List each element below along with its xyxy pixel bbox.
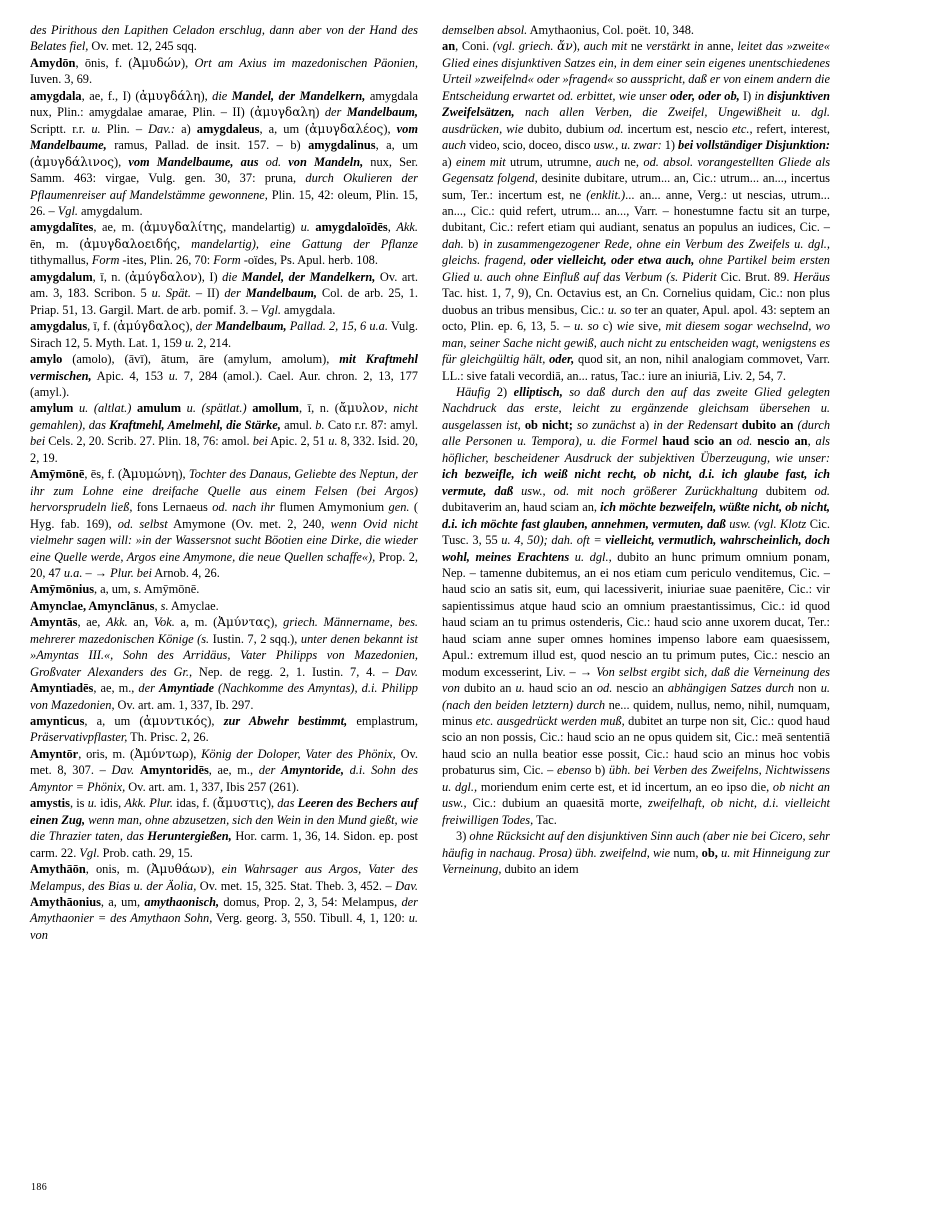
page-columns (30, 22, 905, 1152)
dictionary-entry: amylum u. (altlat.) amulum u. (spätlat.) amollum, ī, n. (ἄμυλον, nicht gemahlen), das Kraftmehl, Amelmehl, die Stärke, amul. b. Cato r.r. 87: amyl. bei Cels. 2, 20. Scrib. 27. Plin. 18, 76: amol. bei Apic. 2, 51 u. 8, 332. Isid. 20, 2, 19. (30, 401, 419, 465)
dictionary-entry: Amȳmōnē, ēs, f. (Ἀμυμώνη), Tochter des Danaus, Geliebte des Neptun, der ihr zum Lohne eine dreifache Quelle aus einem Felsen (bei Argos) hervorsprudeln ließ, fons Lernaeus od. nach ihr flumen Amymonium gen. ( Hyg. fab. 169), od. selbst Amymone (Ov. met. 2, 240, wenn Ovid nicht vielmehr sagen will: »in der Wassersnot sucht Böotien eine Dirke, die wieder eine Quelle werde, Argos eine Amymone, die neue Quellen schaffe«), Prop. 2, 20, 47 u.a. – → Plur. bei Arnob. 4, 26. (30, 467, 418, 580)
left-column (30, 22, 418, 1152)
dictionary-entry: amylo (amolo), (āvī), ātum, āre (amylum, amolum), mit Kraftmehl vermischen, Apic. 4, 153 u. 7, 284 (amol.). Cael. Aur. chron. 2, 13, 177 (amyl.). (30, 352, 418, 399)
dictionary-entry: Amynclae, Amynclānus, s. Amyclae. (30, 598, 219, 613)
dictionary-entry: Amyntās, ae, Akk. an, Vok. a, m. (Ἀμύντας), griech. Männername, bes. mehrerer mazedonischen Könige (s. Iustin. 7, 2 sqq.), unter denen bekannt ist »Amyntas III.«, Sohn des Arridäus, Vater Philipps von Mazedonien, Großvater Alexanders des Gr., Nep. de regg. 2, 1. Iustin. 7, 4. – Dav. Amyntiadēs, ae, m., der Amyntiade (Nachkomme des Amyntas), d.i. Philipp von Mazedonien, Ov. art. am. 1, 337, Ib. 297. (30, 615, 418, 712)
dictionary-entry: amynticus, a, um (ἀμυντικός), zur Abwehr bestimmt, emplastrum, Präservativpflaster, Th. Prisc. 2, 26. (30, 714, 418, 745)
dictionary-entry: an, Coni. (vgl. griech. ἄν), auch mit ne verstärkt in anne, leitet das »zweite« Glied eines disjunktiven Satzes ein, in dem einer sein eigenes unentschiedenes Urteil »zweifelnd« oder »fragend« so ausspricht, daß er von einem andern die Entscheidung erwartet od. erbittet, wie unser oder, oder ob, I) in disjunktiven Zweifelsätzen, nach allen Verben, die Zweifel, Ungewißheit u. dgl. ausdrücken, wie dubito, dubium od. incertum est, nescio etc., refert, interest, auch video, scio, doceo, disco usw., u. zwar: 1) bei vollständiger Disjunktion: a) einem mit utrum, utrumne, auch ne, od. absol. vorangestellten Gliede als Gegensatz folgend, desinite dubitare, utrum... an, Cic.: utrum... an..., incertus sum, Ter.: incertum est, ne (enklit.)... an... anne, Verg.: ut nescias, utrum... an..., Cic.: quid refert, utrum... an..., Varr. – honestumne factu sit an turpe, dubitant, Cic.: refert etiam qui audiant, senatus an populus an iudices, Cic. – dah. b) in zusammengezogener Rede, ohne ein Verbum des Zweifels u. dgl., gleichs. fragend, oder vielleicht, oder etwa auch, ohne Partikel beim ersten Glied u. auch ohne Einfluß auf das Verbum (s. Piderit Cic. Brut. 89. Heräus Tac. hist. 1, 7, 9), Cn. Octavius est, an Cn. Cornelius quidam, Cic.: non plus duobus an tribus mensibus, Cic.: u. so ter an quater, Apul. apol. 43: septem an octo, Plin. ep. 6, 13, 5. – u. so c) wie sive, mit diesem sogar wechselnd, wo man, seiner Sache nicht gewiß, auch nicht zu entscheiden wagt, wenigstens es für gleichgültig hält, oder, quod sit, an non, nihil analogiam commovet, Varr. LL.: sive fatali vecordiā, an... ratus, Tac.: iure an iniuriā, Liv. 2, 54, 7. (442, 39, 831, 383)
entry-paragraph: 3) ohne Rücksicht auf den disjunktiven Sinn auch (aber nie bei Cicero, sehr häufig in nachaug. Prosa) übh. zweifelnd, wie num, ob, u. mit Hinneigung zur Verneinung, dubito an idem (442, 829, 831, 877)
dictionary-entry: Amyntōr, oris, m. (Ἀμύντωρ), König der Doloper, Vater des Phönix, Ov. met. 8, 307. – Dav. Amyntoridēs, ae, m., der Amyntoride, d.i. Sohn des Amyntor = Phönix, Ov. art. am. 1, 337, Ibis 257 (261). (30, 746, 419, 794)
page-number: 186 (31, 1182, 48, 1193)
entry-continuation: demselben absol. Amythaonius, Col. poët. 10, 348. (442, 23, 695, 37)
dictionary-entry: Amythāōn, onis, m. (Ἀμυθάων), ein Wahrsager aus Argos, Vater des Melampus, des Bias u. der Äolia, Ov. met. 15, 325. Stat. Theb. 3, 452. – Dav. Amythāonius, a, um, amythaonisch, domus, Prop. 2, 3, 54: Melampus, der Amythaonier = des Amythaon Sohn, Verg. georg. 3, 550. Tibull. 4, 1, 120: u. von (30, 862, 418, 942)
dictionary-entry: Amydōn, ōnis, f. (Ἀμυδών), Ort am Axius im mazedonischen Päonien, Iuven. 3, 69. (30, 55, 419, 87)
right-column (442, 22, 830, 1152)
entry-continuation: des Pirithous den Lapithen Celadon erschlug, dann aber von der Hand des Belates fiel, Ov. met. 12, 245 sqq. (30, 23, 418, 54)
dictionary-entry: Amȳmōnius, a, um, s. Amȳmōnē. (30, 582, 200, 597)
dictionary-entry: amygdalītes, ae, m. (ἀμυγδαλίτης, mandelartig) u. amygdaloīdēs, Akk. ēn, m. (ἀμυγδαλοειδής, mandelartig), eine Gattung der Pflanze tithymallus, Form -ites, Plin. 26, 70: Form -oïdes, Ps. Apul. herb. 108. (30, 220, 418, 268)
dictionary-entry: amystis, is u. idis, Akk. Plur. idas, f. (ἄμυστις), das Leeren des Bechers auf einen Zug, wenn man, ohne abzusetzen, sich den Wein in den Mund gießt, wie die Thrazier taten, das Heruntergießen, Hor. carm. 1, 36, 14. Sidon. ep. post carm. 22. Vgl. Prob. cath. 29, 15. (30, 796, 419, 860)
dictionary-entry: amygdala, ae, f., I) (ἀμυγδάλη), die Mandel, der Mandelkern, amygdala nux, Plin.: amygdalae amarae, Plin. – II) (ἀμυγδαλη) der Mandelbaum, Scriptt. r.r. u. Plin. – Dav.: a) amygdaleus, a, um (ἀμυγδαλέος), vom Mandelbaume, ramus, Pallad. de insit. 157. – b) amygdalinus, a, um (ἀμυγδάλινος), vom Mandelbaume, aus od. von Mandeln, nux, Ser. Samm. 463: virgae, Vulg. gen. 30, 37: pruna, durch Okulieren der Pflaumenreiser auf Mandelstämme gewonnene, Plin. 15, 42: oleum, Plin. 15, 26. – Vgl. amygdalum. (30, 88, 419, 218)
dictionary-entry: amygdalum, ī, n. (ἀμύγδαλον), I) die Mandel, der Mandelkern, Ov. art. am. 3, 183. Scribon. 5 u. Spät. – II) der Mandelbaum, Col. de arb. 25, 1. Priap. 51, 13. Gargil. Mart. de arb. pomif. 3. – Vgl. amygdala. (30, 269, 418, 317)
entry-paragraph: Häufig 2) elliptisch, so daß durch den auf das zweite Glied gelegten Nachdruck das erste, leicht zu ergänzende gleichsam übersehen u. ausgelassen ist, ob nicht; so zunächst a) in der Redensart dubito an (durch alle Personen u. Tempora), u. die Formel haud scio an od. nescio an, als höflicher, bescheidener Ausdruck der subjektiven Überzeugung, wie unser: ich bezweifle, ich weiß nicht recht, ob nicht, d.i. ich glaube fast, ich vermute, daß usw., od. mit noch größerer Zurückhaltung dubitem od. dubitaverim an, haud sciam an, ich möchte bezweifeln, wüßte nicht, ob nicht, d.i. ich möchte fast glauben, annehmen, vermuten, daß usw. (vgl. Klotz Cic. Tusc. 3, 55 u. 4, 50); dah. oft = vielleicht, vermutlich, wahrscheinlich, doch wohl, meines Erachtens u. dgl., dubito an hunc primum omnium ponam, Nep. – tamenne dubitemus, an ei nos etiam cum periculo venditemus, Cic. – haud scio an satis sit, eum, qui lacessiverit, iniuriae suae paenitēre, Cic.: vir sapientissimus atque haud scio an omnium praestantissimus, Cic.: id quod haud sciam an tu primus ostenderis, Cic.: haud scio anne uxorem ducat, Ter.: haud sciam anne super omnes homines impenso labore eam quaesissem, Apul.: extremum illud est, quod nescio an tu primum putes, Cic.: nescio an modum excesserint, Liv. – → Von selbst ergibt sich, daß die Verneinung des von dubito an u. haud scio an od. nescio an abhängigen Satzes durch non u. (nach den beiden letztern) durch ne... quidem, nullus, nemo, nihil, numquam, minus etc. ausgedrückt werden muß, dubitet an turpe non sit, Cic.: quod haud scio an non possis, Cic.: haud scio an ne opus quidem sit, Cic.: meā sententiā haud scio an nulla beatior esse possit, Cic.: haud scio an minus hoc vobis probaturus sim, Cic. – ebenso b) übh. bei Verben des Zweifelns, Nichtwissens u. dgl., moriendum enim certe est, et id incertum, an eo ipso die, ob nicht an usw., Cic.: dubium an quaesitā morte, zweifelhaft, ob nicht, d.i. vielleicht freiwilligen Todes, Tac. (442, 384, 831, 827)
dictionary-entry: amygdalus, ī, f. (ἀμύγδαλος), der Mandelbaum, Pallad. 2, 15, 6 u.a. Vulg. Sirach 12, 5. Myth. Lat. 1, 159 u. 2, 214. (30, 319, 418, 350)
